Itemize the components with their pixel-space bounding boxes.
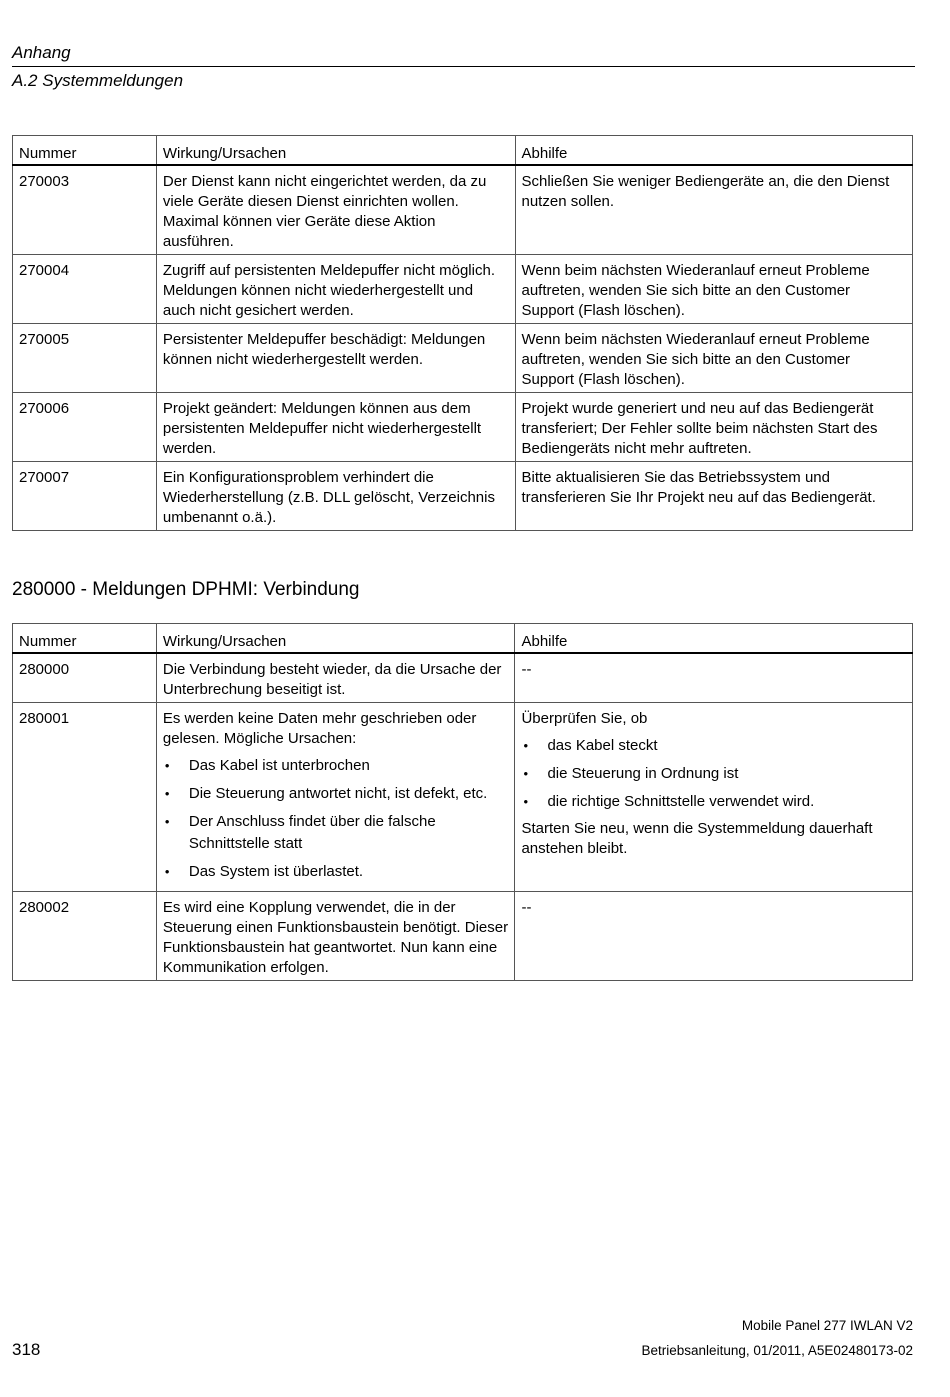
table-row bbox=[13, 703, 913, 892]
message-number: 270005 bbox=[13, 324, 157, 393]
message-number: 270004 bbox=[13, 255, 157, 324]
bullet-icon: • bbox=[164, 758, 170, 773]
list-item-text: Das Kabel ist unterbrochen bbox=[188, 757, 370, 774]
message-effect: Die Verbindung besteht wieder, da die Ursache der Unterbrechung beseitigt ist. bbox=[156, 653, 515, 703]
column-header-effect: Wirkung/Ursachen bbox=[156, 136, 515, 166]
message-remedy: Schließen Sie weniger Bediengeräte an, die den Dienst nutzen sollen. bbox=[515, 165, 913, 255]
message-table-280000 bbox=[12, 623, 913, 981]
message-effect: Zugriff auf persistenten Meldepuffer nicht möglich. Meldungen können nicht wiederhergestellt und auch nicht gesichert werden. bbox=[156, 255, 515, 324]
list-item bbox=[163, 861, 509, 883]
list-item-text: die Steuerung in Ordnung ist bbox=[547, 765, 739, 782]
table-row bbox=[13, 255, 913, 324]
list-item-text: die richtige Schnittstelle verwendet wird. bbox=[547, 793, 815, 810]
list-item-text: Das System ist überlastet. bbox=[188, 863, 364, 880]
column-header-effect: Wirkung/Ursachen bbox=[156, 624, 515, 654]
section-title: A.2 Systemmeldungen bbox=[12, 71, 184, 90]
list-item bbox=[163, 755, 509, 777]
message-number: 270003 bbox=[13, 165, 157, 255]
column-header-number: Nummer bbox=[13, 624, 157, 654]
table-row bbox=[13, 165, 913, 255]
list-item bbox=[163, 811, 509, 855]
column-header-remedy: Abhilfe bbox=[515, 136, 913, 166]
footer-document: Betriebsanleitung, 01/2011, A5E02480173-02 bbox=[641, 1343, 913, 1358]
check-list bbox=[521, 735, 906, 813]
message-remedy bbox=[515, 703, 913, 892]
bullet-icon: • bbox=[523, 794, 529, 809]
message-effect: Ein Konfigurationsproblem verhindert die Wiederherstellung (z.B. DLL gelöscht, Verzeichnis umbenannt o.ä.). bbox=[156, 462, 515, 531]
effect-intro: Es werden keine Daten mehr geschrieben oder gelesen. Mögliche Ursachen: bbox=[162, 710, 477, 747]
message-remedy: -- bbox=[515, 892, 913, 981]
list-item bbox=[163, 783, 509, 805]
bullet-icon: • bbox=[523, 738, 529, 753]
page-number: 318 bbox=[12, 1340, 41, 1359]
message-number: 280000 bbox=[13, 653, 157, 703]
list-item bbox=[521, 763, 906, 785]
message-number: 270006 bbox=[13, 393, 157, 462]
message-effect: Persistenter Meldepuffer beschädigt: Meldungen können nicht wiederhergestellt werden. bbox=[156, 324, 515, 393]
message-remedy: Projekt wurde generiert und neu auf das Bediengerät transferiert; Der Fehler sollte beim nächsten Start des Bediengeräts nicht mehr auftreten. bbox=[515, 393, 913, 462]
header-rule bbox=[12, 66, 915, 67]
table-row bbox=[13, 892, 913, 981]
message-effect: Projekt geändert: Meldungen können aus dem persistenten Meldepuffer nicht wiederhergestellt werden. bbox=[156, 393, 515, 462]
message-table-270000 bbox=[12, 135, 913, 531]
bullet-icon: • bbox=[523, 766, 529, 781]
message-number: 270007 bbox=[13, 462, 157, 531]
column-header-number: Nummer bbox=[13, 136, 157, 166]
remedy-intro: Überprüfen Sie, ob bbox=[521, 710, 648, 727]
list-item-text: das Kabel steckt bbox=[547, 737, 658, 754]
table-row bbox=[13, 393, 913, 462]
message-remedy: Wenn beim nächsten Wiederanlauf erneut Probleme auftreten, wenden Sie sich bitte an den Customer Support (Flash löschen). bbox=[515, 324, 913, 393]
list-item bbox=[521, 735, 906, 757]
list-item-text: Die Steuerung antwortet nicht, ist defekt, etc. bbox=[188, 785, 488, 802]
message-remedy: -- bbox=[515, 653, 913, 703]
chapter-title: Anhang bbox=[12, 43, 71, 62]
table-row bbox=[13, 462, 913, 531]
message-number: 280002 bbox=[13, 892, 157, 981]
table-row bbox=[13, 653, 913, 703]
message-number: 280001 bbox=[13, 703, 157, 892]
footer-product: Mobile Panel 277 IWLAN V2 bbox=[741, 1318, 913, 1333]
bullet-icon: • bbox=[164, 814, 170, 829]
table-header-row bbox=[13, 624, 913, 654]
message-remedy: Bitte aktualisieren Sie das Betriebssystem und transferieren Sie Ihr Projekt neu auf das Bediengerät. bbox=[515, 462, 913, 531]
cause-list bbox=[163, 755, 509, 883]
message-effect: Es wird eine Kopplung verwendet, die in der Steuerung einen Funktionsbaustein benötigt. Dieser Funktionsbaustein hat geantwortet. Nun kann eine Kommunikation erfolgen. bbox=[156, 892, 515, 981]
remedy-outro: Starten Sie neu, wenn die Systemmeldung dauerhaft anstehen bleibt. bbox=[521, 820, 873, 857]
message-remedy: Wenn beim nächsten Wiederanlauf erneut Probleme auftreten, wenden Sie sich bitte an den Customer Support (Flash löschen). bbox=[515, 255, 913, 324]
section-heading: 280000 - Meldungen DPHMI: Verbindung bbox=[12, 579, 360, 600]
message-effect bbox=[156, 703, 515, 892]
column-header-remedy: Abhilfe bbox=[515, 624, 913, 654]
bullet-icon: • bbox=[164, 864, 170, 879]
page-header bbox=[12, 42, 915, 91]
list-item-text: Der Anschluss findet über die falsche Schnittstelle statt bbox=[188, 813, 436, 852]
table-header-row bbox=[13, 136, 913, 166]
table-row bbox=[13, 324, 913, 393]
list-item bbox=[521, 791, 906, 813]
message-effect: Der Dienst kann nicht eingerichtet werden, da zu viele Geräte diesen Dienst einrichten wollen. Maximal können vier Geräte diese Aktion ausführen. bbox=[156, 165, 515, 255]
bullet-icon: • bbox=[164, 786, 170, 801]
